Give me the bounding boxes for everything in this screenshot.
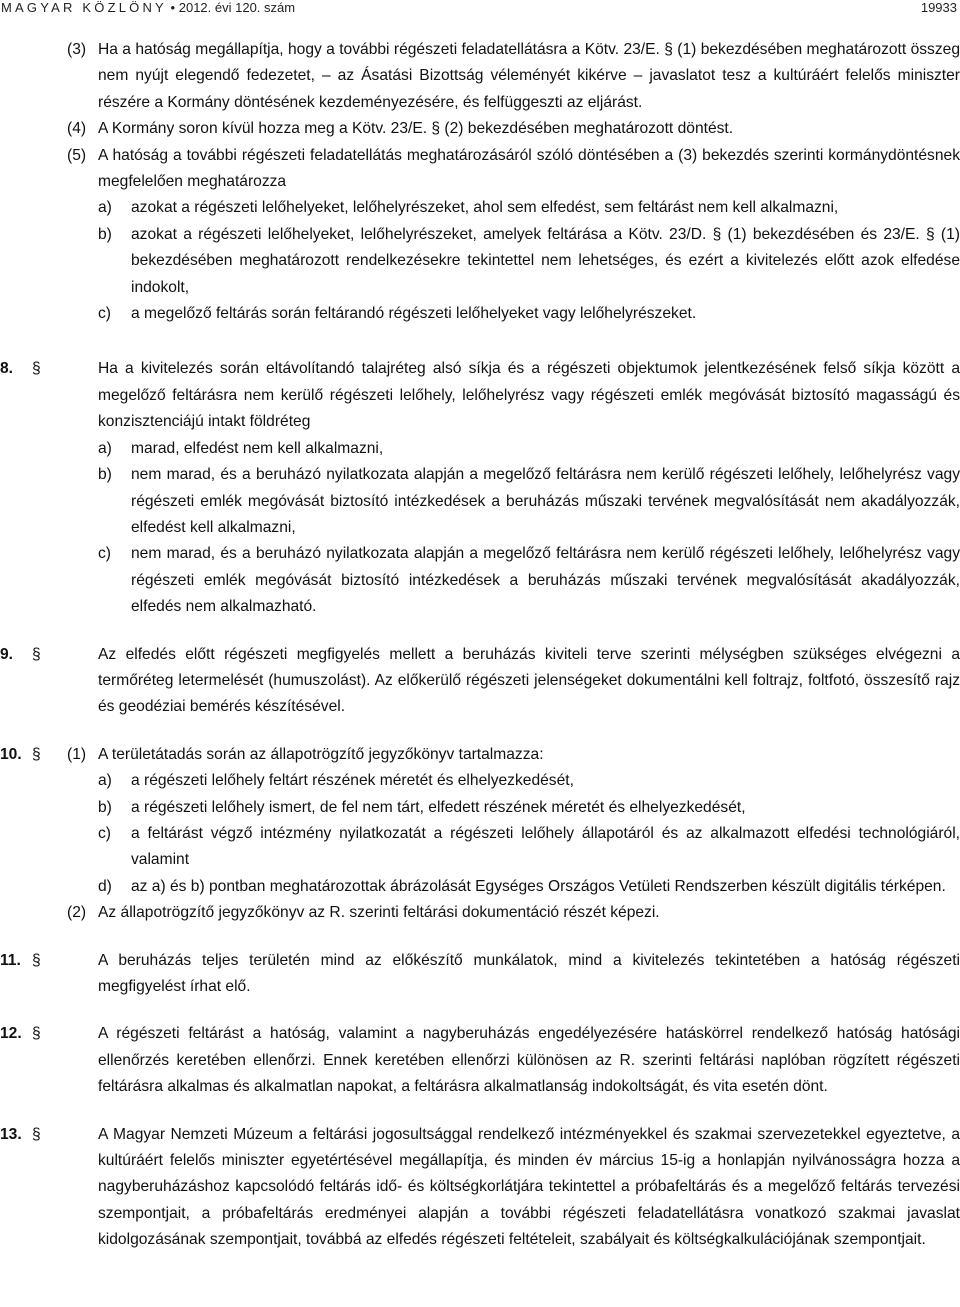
list-item (98, 874, 960, 900)
paragraph-text: Az állapotrögzítő jegyzőkönyv az R. szerinti feltárási dokumentáció részét képezi. (98, 904, 660, 922)
item-text: a feltárást végző intézmény nyilatkozatát a régészeti lelőhely állapotáról és az alkalmazott elfedési technológiáról, valamint (131, 824, 960, 869)
list-item (98, 768, 960, 794)
section-9 (0, 642, 960, 721)
paragraph-5 (0, 143, 960, 196)
section-12 (0, 1021, 960, 1100)
paragraph-text: A hatóság a további régészeti feladatellátás meghatározásáról szóló döntésében a (3) bekezdés szerinti kormánydöntésnek megfelelően meghatározza (98, 146, 960, 191)
section-text: A Magyar Nemzeti Múzeum a feltárási jogosultsággal rendelkező intézményekkel és szakmai szervezetekkel egyeztetve, a kultúráért felelős miniszter egyetértésével megállapítja, és minden év március 15-ig a honlapján nyilvánosságra hozza a nagyberuházáshoz kapcsolódó feltárás idő- és költségkorlátjára tekintettel a próbafeltárás és a megelőző feltárás tervezési szempontjait, a próbafeltárás eredményei alapján a további régészeti feladatellátásra vonatkozó szakmai javaslat kidolgozásának szempontjait, továbbá az elfedés régészeti feltételeit, szabályait és költségkalkulációjának szempontjait. (98, 1125, 960, 1249)
section-sign: § (32, 360, 41, 378)
section-sign: § (32, 745, 41, 763)
paragraph-number: (3) (67, 41, 87, 58)
section-number: 9. (0, 645, 14, 663)
section-sign: § (32, 1125, 41, 1143)
list-item (98, 821, 960, 874)
item-label: a) (98, 439, 112, 457)
item-label: b) (98, 798, 112, 816)
list-item (98, 222, 960, 301)
paragraph-2 (0, 900, 960, 926)
section-number: 10. (0, 745, 22, 763)
section-text: Az elfedés előtt régészeti megfigyelés mellett a beruházás kiviteli terve szerinti mélységben szükséges elvégezni a termőréteg letermelését (humuszolást). Az előkerülő régészeti jelenségeket dokumentálni kell foltrajz, foltfotó, összesítő rajz és geodéziai bemérés készítésével. (98, 645, 960, 716)
paragraph-text: A Kormány soron kívül hozza meg a Kötv. 23/E. § (2) bekezdésében meghatározott döntést. (98, 120, 734, 138)
page-number: 19933 (920, 0, 957, 15)
paragraph-number: (4) (67, 120, 87, 138)
item-text: azokat a régészeti lelőhelyeket, lelőhelyrészeket, ahol sem elfedést, sem feltárást nem kell alkalmazni, (131, 199, 839, 217)
list-item (98, 301, 960, 327)
section-number: 11. (0, 951, 21, 969)
list-item (98, 195, 960, 221)
list-item (98, 795, 960, 821)
list-item (98, 436, 960, 462)
section-number: 8. (0, 360, 14, 378)
section-sign: § (32, 1025, 41, 1043)
list-item (98, 541, 960, 620)
section-8 (0, 356, 960, 620)
section-13 (0, 1122, 960, 1254)
publication-info (1, 0, 295, 16)
publication-title: MAGYAR KÖZLÖNY (1, 0, 167, 15)
paragraph-1 (0, 742, 960, 768)
item-label: b) (98, 466, 112, 484)
item-label: b) (98, 225, 112, 243)
list-item (98, 462, 960, 541)
item-label: c) (98, 545, 111, 563)
section-text: Ha a kivitelezés során eltávolítandó talajréteg alsó síkja és a régészeti objektumok jelentkezésének felső síkja között a megelőző feltárásra nem kerülő régészeti lelőhely, lelőhelyrész vagy régészeti emlék megóvását biztosító magasságú és konzisztenciájú intakt földréteg (98, 360, 960, 431)
item-text: a megelőző feltárás során feltárandó régészeti lelőhelyeket vagy lelőhelyrészeket. (131, 305, 697, 323)
item-label: c) (98, 824, 111, 842)
item-label: a) (98, 772, 112, 790)
item-text: az a) és b) pontban meghatározottak ábrázolását Egységes Országos Vetületi Rendszerben készült digitális térképen. (131, 877, 946, 895)
paragraph-number: (2) (67, 904, 87, 922)
section-text: A régészeti feltárást a hatóság, valamint a nagyberuházás engedélyezésére hatáskörrel rendelkező hatóság hatósági ellenőrzés keretében ellenőrzi. Ennek keretében ellenőrzi különösen az R. szerinti feltárási naplóban rögzített régészeti feltárásra alkalmas és alkalmatlan napokat, a feltárásra alkalmatlanság indokoltságát, és vita esetén dönt. (98, 1025, 960, 1096)
item-text: a régészeti lelőhely feltárt részének méretét és elhelyezkedését, (131, 772, 574, 790)
page-header (0, 0, 960, 16)
item-text: marad, elfedést nem kell alkalmazni, (131, 439, 384, 457)
item-text: nem marad, és a beruházó nyilatkozata alapján a megelőző feltárásra nem kerülő régészeti lelőhely, lelőhelyrész vagy régészeti emlék megóvását biztosító intézkedések a beruházás műszaki tervének megvalósítását nem akadályozzák, elfedést kell alkalmazni, (131, 466, 960, 536)
item-label: d) (98, 877, 112, 895)
section-number: 12. (0, 1025, 22, 1043)
section-sign: § (32, 645, 41, 663)
item-text: a régészeti lelőhely ismert, de fel nem tárt, elfedett részének méretét és elhelyezkedését, (131, 798, 746, 816)
section-text: A beruházás teljes területén mind az előkészítő munkálatok, mind a kivitelezés tekintetében a hatóság régészeti megfigyelést írhat elő. (98, 951, 960, 995)
item-label: a) (98, 199, 112, 217)
paragraph-text: A területátadás során az állapotrögzítő jegyzőkönyv tartalmazza: (98, 745, 544, 763)
section-sign: § (32, 951, 41, 969)
separator-bullet: • (170, 0, 176, 15)
paragraph-number: (1) (67, 745, 87, 763)
paragraph-4 (0, 116, 960, 142)
issue-label: 2012. évi 120. szám (178, 0, 296, 15)
section-10 (0, 742, 960, 927)
section-number: 13. (0, 1125, 22, 1143)
paragraph-number: (5) (67, 146, 87, 164)
document-body (0, 37, 960, 1254)
paragraph-text: Ha a hatóság megállapítja, hogy a további régészeti feladatellátásra a Kötv. 23/E. § (1) bekezdésében meghatározott összeg nem nyújt elegendő fedezetet, – az Ásatási Bizottság véleményét kikérve – javaslatot tesz a kultúráért felelős miniszter részére a Kormány döntésének kezdeményezésére, és felfüggeszti az eljárást. (98, 41, 960, 111)
paragraph-3 (0, 37, 960, 116)
section-11 (0, 948, 960, 1001)
item-text: nem marad, és a beruházó nyilatkozata alapján a megelőző feltárásra nem kerülő régészeti lelőhely, lelőhelyrész vagy régészeti emlék megóvását biztosító intézkedések a beruházás műszaki tervének megvalósítását akadályozzák, elfedés nem alkalmazható. (131, 545, 960, 616)
item-label: c) (98, 305, 111, 323)
item-text: azokat a régészeti lelőhelyeket, lelőhelyrészeket, amelyek feltárása a Kötv. 23/D. § (1) bekezdésében és 23/E. § (1) bekezdésében meghatározott rendelkezésekre tekintettel nem lehetséges, és ezért a kivitelezés előtt azok elfedése indokolt, (131, 225, 960, 296)
